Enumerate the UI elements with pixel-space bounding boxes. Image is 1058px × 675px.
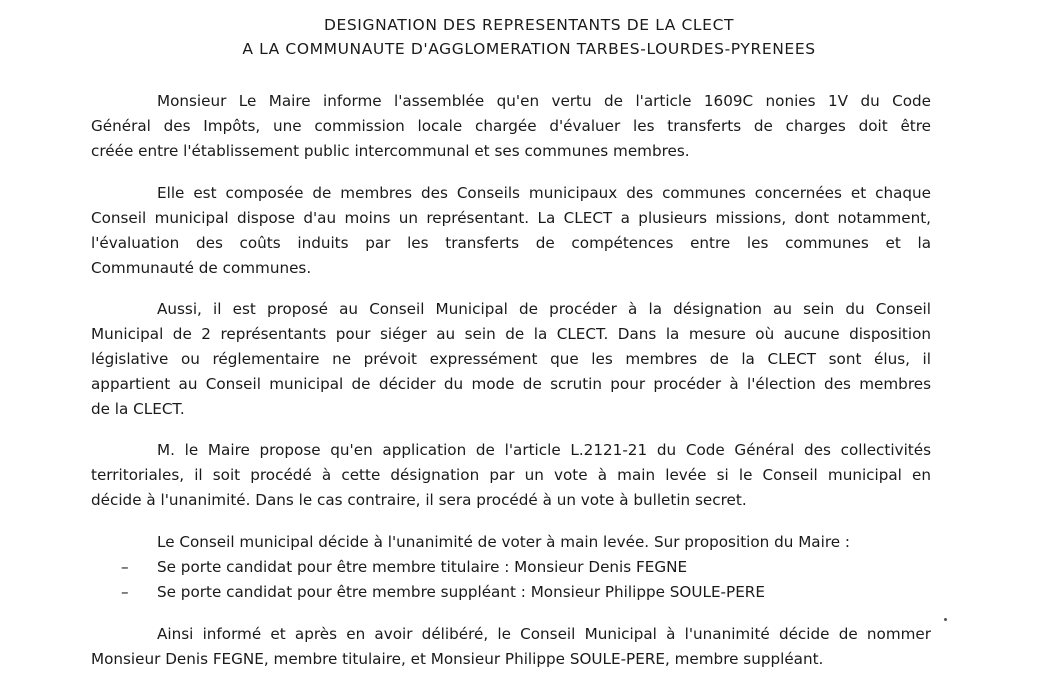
paragraph-line: créée entre l'établissement public intercommunal et ses communes membres. (91, 142, 690, 160)
paragraph-line: Monsieur Le Maire informe l'assemblée qu'en vertu de l'article 1609C nonies 1V du Code (157, 92, 931, 110)
paragraph-line: décide à l'unanimité. Dans le cas contraire, il sera procédé à un vote à bulletin secret. (91, 491, 747, 509)
paragraph-line: Communauté de communes. (91, 259, 312, 277)
paragraph-line: législative ou réglementaire ne prévoit expressément que les membres de la CLECT sont élus, il (91, 350, 931, 368)
document-title-line-1: DESIGNATION DES REPRESENTANTS DE LA CLECT (323, 16, 735, 34)
paragraph-line: Conseil municipal dispose d'au moins un représentant. La CLECT a plusieurs missions, dont notamment, (91, 209, 931, 227)
paragraph-line: Elle est composée de membres des Conseils municipaux des communes concernées et chaque (157, 184, 931, 202)
dash-bullet: – (121, 558, 129, 576)
paragraph-line: appartient au Conseil municipal de décider du mode de scrutin pour procéder à l'élection des membres (91, 375, 931, 393)
paragraph-line: Le Conseil municipal décide à l'unanimité de voter à main levée. Sur proposition du Maire : (157, 533, 851, 551)
paragraph-line: l'évaluation des coûts induits par les transferts de compétences entre les communes et la (91, 234, 931, 252)
paragraph-line: Aussi, il est proposé au Conseil Municipal de procéder à la désignation au sein du Conseil (157, 300, 931, 318)
list-item-text: Se porte candidat pour être membre titulaire : Monsieur Denis FEGNE (157, 558, 688, 576)
paragraph-line: Monsieur Denis FEGNE, membre titulaire, et Monsieur Philippe SOULE-PERE, membre suppléant. (91, 650, 824, 668)
scan-speck (944, 618, 947, 621)
list-item-text: Se porte candidat pour être membre suppléant : Monsieur Philippe SOULE-PERE (157, 583, 765, 601)
document-title-line-2: A LA COMMUNAUTE D'AGGLOMERATION TARBES-LOURDES-PYRENEES (242, 40, 816, 58)
paragraph-line: de la CLECT. (91, 400, 185, 418)
paragraph-line: Général des Impôts, une commission locale chargée d'évaluer les transferts de charges doit être (91, 117, 931, 135)
paragraph-line: territoriales, il soit procédé à cette désignation par un vote à main levée si le Conseil municipal en (91, 466, 931, 484)
paragraph-line: M. le Maire propose qu'en application de l'article L.2121-21 du Code Général des collectivités (157, 441, 931, 459)
paragraph-line: Ainsi informé et après en avoir délibéré, le Conseil Municipal à l'unanimité décide de nommer (157, 625, 931, 643)
dash-bullet: – (121, 583, 129, 601)
paragraph-line: Municipal de 2 représentants pour siéger au sein de la CLECT. Dans la mesure où aucune disposition (91, 325, 931, 343)
